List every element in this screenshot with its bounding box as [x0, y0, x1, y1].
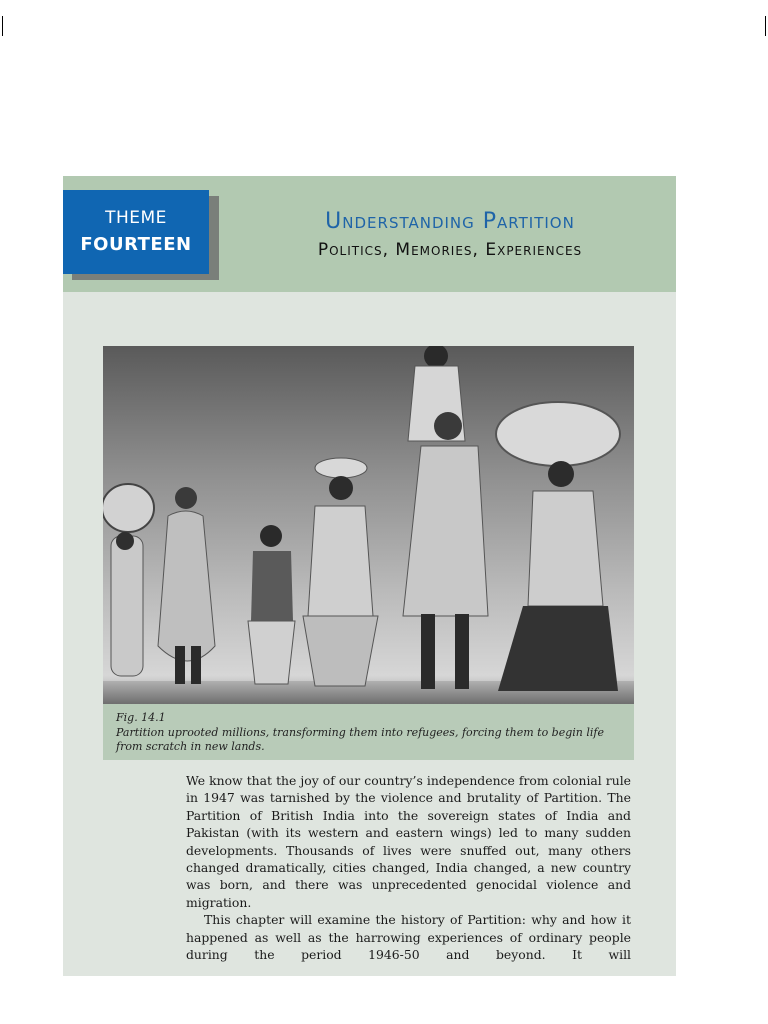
body-paragraph-2: This chapter will examine the history of Partition: why and how it happened as well as the harrowing experiences of ordinary people during the period 1946-50 and beyond. It will	[186, 912, 631, 963]
theme-number: FOURTEEN	[80, 234, 192, 255]
theme-label: THEME	[105, 208, 167, 228]
figure-label: Fig. 14.1	[116, 711, 166, 724]
crop-mark-right	[765, 16, 766, 36]
figure-caption-text: Partition uprooted millions, transforming them into refugees, forcing them to begin life from scratch in new lands.	[116, 726, 604, 753]
body-text	[186, 772, 631, 963]
refugees-photo	[103, 346, 634, 704]
chapter-header	[63, 176, 676, 292]
page-panel	[63, 176, 676, 976]
chapter-title: Understanding Partition	[325, 209, 575, 234]
theme-badge	[63, 190, 209, 274]
refugees-photo-illustration	[103, 346, 634, 704]
body-paragraph-1: We know that the joy of our country’s independence from colonial rule in 1947 was tarnished by the violence and brutality of Partition. The Partition of British India into the sovereign states of India and Pakistan (with its western and eastern wings) led to many sudden developments. Thousands of lives were snuffed out, many others changed dramatically, cities changed, India changed, a new country was born, and there was unprecedented genocidal violence and migration.	[186, 773, 631, 910]
crop-mark-left	[2, 16, 3, 36]
chapter-subtitle: Politics, Memories, Experiences	[317, 240, 583, 260]
figure-caption	[103, 704, 634, 760]
